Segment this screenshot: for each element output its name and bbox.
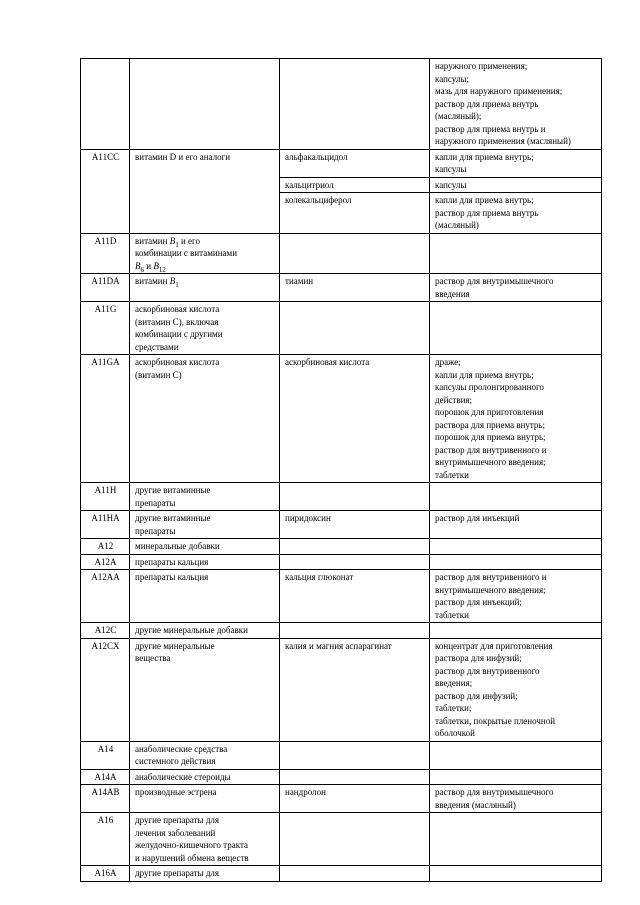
table-row bbox=[81, 813, 602, 866]
group-cell: аскорбиновая кислота (витамин C), включая комбинации с другими средствами bbox=[130, 302, 280, 355]
group-cell: другие витаминные препараты bbox=[130, 483, 280, 511]
dosage-forms-cell bbox=[430, 539, 602, 555]
dosage-forms-cell: раствор для внутривенного и внутримышечного введения; раствор для инъекций; таблетки bbox=[430, 570, 602, 623]
atc-code-cell: A11GA bbox=[81, 355, 130, 483]
group-cell: витамин $B_1$ и его комбинации с витаминами $B_6$ и $B_{12}$ bbox=[130, 233, 280, 274]
atc-code-cell: A12 bbox=[81, 539, 130, 555]
dosage-forms-cell: наружного применения; капсулы; мазь для наружного применения; раствор для приема внутрь (масляный); раствор для приема внутрь и наружного применения (масляный) bbox=[430, 59, 602, 150]
atc-code-cell: A14A bbox=[81, 769, 130, 785]
atc-code-cell: A11HA bbox=[81, 511, 130, 539]
drug-name-cell: колекальциферол bbox=[280, 193, 430, 234]
drug-table bbox=[80, 58, 602, 882]
dosage-forms-cell bbox=[430, 302, 602, 355]
atc-code-cell: A14AB bbox=[81, 785, 130, 813]
dosage-forms-cell: раствор для внутримышечного введения (масляный) bbox=[430, 785, 602, 813]
table-row bbox=[81, 302, 602, 355]
group-cell: другие минеральные вещества bbox=[130, 638, 280, 741]
drug-name-cell bbox=[280, 623, 430, 639]
table-row bbox=[81, 785, 602, 813]
group-cell bbox=[130, 59, 280, 150]
drug-name-cell bbox=[280, 813, 430, 866]
dosage-forms-cell: драже; капли для приема внутрь; капсулы пролонгированного действия; порошок для приготовления раствора для приема внутрь; порошок для приема внутрь; раствор для внутривенного и внутримышечного введения; таблетки bbox=[430, 355, 602, 483]
drug-name-cell bbox=[280, 769, 430, 785]
drug-name-cell bbox=[280, 302, 430, 355]
drug-name-cell: калия и магния аспарагинат bbox=[280, 638, 430, 741]
table-row bbox=[81, 539, 602, 555]
atc-code-cell: A12A bbox=[81, 554, 130, 570]
dosage-forms-cell: раствор для инъекций bbox=[430, 511, 602, 539]
group-cell: витамин $B_1$ bbox=[130, 274, 280, 302]
table-row bbox=[81, 570, 602, 623]
dosage-forms-cell bbox=[430, 554, 602, 570]
group-cell: другие препараты для лечения заболеваний желудочно-кишечного тракта и нарушений обмена веществ bbox=[130, 813, 280, 866]
table-row bbox=[81, 769, 602, 785]
table-row bbox=[81, 149, 602, 177]
dosage-forms-cell bbox=[430, 483, 602, 511]
dosage-forms-cell bbox=[430, 623, 602, 639]
drug-name-cell: тиамин bbox=[280, 274, 430, 302]
table-row bbox=[81, 638, 602, 741]
dosage-forms-cell bbox=[430, 233, 602, 274]
drug-name-cell bbox=[280, 554, 430, 570]
group-cell: производные эстрена bbox=[130, 785, 280, 813]
atc-code-cell: A16 bbox=[81, 813, 130, 866]
atc-code-cell: A11CC bbox=[81, 149, 130, 233]
group-cell: другие витаминные препараты bbox=[130, 511, 280, 539]
group-cell: другие препараты для bbox=[130, 866, 280, 882]
table-row bbox=[81, 866, 602, 882]
drug-name-cell: пиридоксин bbox=[280, 511, 430, 539]
drug-name-cell bbox=[280, 233, 430, 274]
table-row bbox=[81, 59, 602, 150]
atc-code-cell: A11D bbox=[81, 233, 130, 274]
atc-code-cell: A11H bbox=[81, 483, 130, 511]
group-cell: анаболические стероиды bbox=[130, 769, 280, 785]
table-row bbox=[81, 741, 602, 769]
atc-code-cell: A16A bbox=[81, 866, 130, 882]
group-cell: препараты кальция bbox=[130, 570, 280, 623]
dosage-forms-cell: капли для приема внутрь; раствор для приема внутрь (масляный) bbox=[430, 193, 602, 234]
dosage-forms-cell bbox=[430, 769, 602, 785]
atc-code-cell bbox=[81, 59, 130, 150]
atc-code-cell: A12C bbox=[81, 623, 130, 639]
dosage-forms-cell bbox=[430, 813, 602, 866]
drug-name-cell: аскорбиновая кислота bbox=[280, 355, 430, 483]
table-row bbox=[81, 483, 602, 511]
drug-name-cell: кальцитриол bbox=[280, 177, 430, 193]
drug-name-cell bbox=[280, 59, 430, 150]
atc-code-cell: A11G bbox=[81, 302, 130, 355]
table-row bbox=[81, 554, 602, 570]
atc-code-cell: A11DA bbox=[81, 274, 130, 302]
drug-name-cell: альфакальцидол bbox=[280, 149, 430, 177]
group-cell: анаболические средства системного действия bbox=[130, 741, 280, 769]
table-row bbox=[81, 623, 602, 639]
drug-name-cell bbox=[280, 539, 430, 555]
group-cell: аскорбиновая кислота (витамин C) bbox=[130, 355, 280, 483]
dosage-forms-cell: концентрат для приготовления раствора для инфузий; раствор для внутривенного введения; раствор для инфузий; таблетки; таблетки, покрытые пленочной оболочкой bbox=[430, 638, 602, 741]
table-row bbox=[81, 355, 602, 483]
dosage-forms-cell: капсулы bbox=[430, 177, 602, 193]
drug-name-cell: нандролон bbox=[280, 785, 430, 813]
table-row bbox=[81, 511, 602, 539]
atc-code-cell: A14 bbox=[81, 741, 130, 769]
table-row bbox=[81, 233, 602, 274]
dosage-forms-cell: раствор для внутримышечного введения bbox=[430, 274, 602, 302]
dosage-forms-cell bbox=[430, 741, 602, 769]
group-cell: препараты кальция bbox=[130, 554, 280, 570]
group-cell: другие минеральные добавки bbox=[130, 623, 280, 639]
table-row bbox=[81, 274, 602, 302]
group-cell: минеральные добавки bbox=[130, 539, 280, 555]
atc-code-cell: A12AA bbox=[81, 570, 130, 623]
drug-name-cell bbox=[280, 866, 430, 882]
group-cell: витамин D и его аналоги bbox=[130, 149, 280, 233]
dosage-forms-cell: капли для приема внутрь; капсулы bbox=[430, 149, 602, 177]
drug-name-cell bbox=[280, 741, 430, 769]
atc-code-cell: A12CX bbox=[81, 638, 130, 741]
dosage-forms-cell bbox=[430, 866, 602, 882]
drug-name-cell: кальция глюконат bbox=[280, 570, 430, 623]
drug-name-cell bbox=[280, 483, 430, 511]
